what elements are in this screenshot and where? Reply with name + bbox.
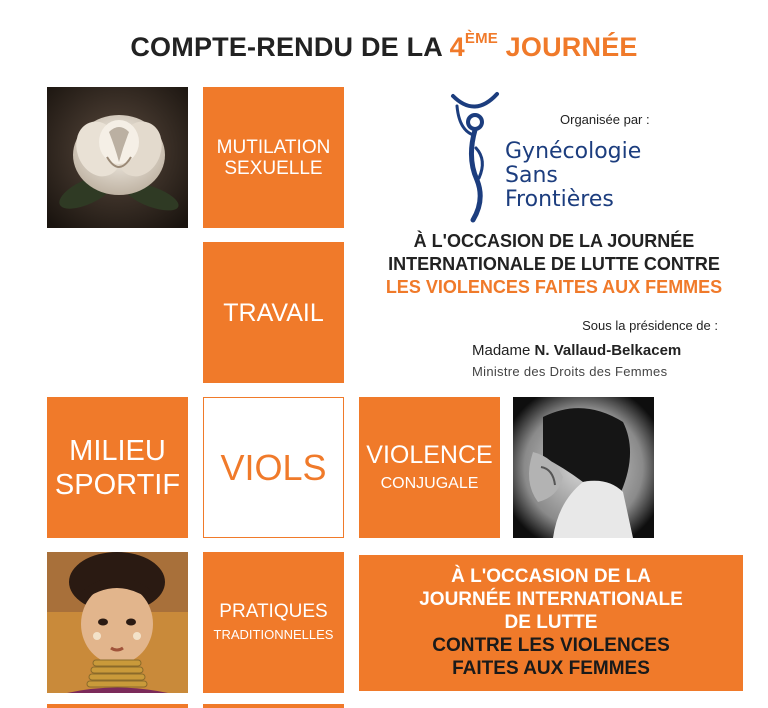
- presidence-label: Sous la présidence de :: [582, 318, 718, 333]
- tile-pratiques-line1: PRATIQUES: [219, 601, 328, 622]
- gsf-figure-icon: [445, 88, 505, 223]
- tile-mutilation-sexuelle: [203, 87, 344, 228]
- presidence-name: [472, 342, 681, 359]
- tile-milieu-line1: MILIEU: [69, 434, 166, 467]
- tile-travail-label: TRAVAIL: [223, 298, 324, 327]
- tile-milieu-sportif: [47, 397, 188, 538]
- organizer-name-line1: Gynécologie: [505, 139, 642, 164]
- occasion-text: [348, 230, 760, 299]
- tile-pratiques-traditionnelles: [203, 552, 344, 693]
- tile-travail: [203, 242, 344, 383]
- title-superscript: ÈME: [464, 30, 498, 47]
- girl-image-icon: [47, 552, 188, 693]
- woman-image-icon: [513, 397, 654, 538]
- banner-line1: À L'OCCASION DE LA: [451, 566, 651, 587]
- tile-viols: [203, 397, 344, 538]
- next-row-tile-edge: [203, 704, 344, 708]
- title-number: 4: [449, 32, 465, 62]
- banner-line3: DE LUTTE: [504, 612, 598, 633]
- page-title: [0, 30, 768, 63]
- gsf-logo: [445, 88, 505, 223]
- occasion-line2: INTERNATIONALE DE LUTTE CONTRE: [388, 254, 720, 274]
- tile-violence-conjugale: [359, 397, 500, 538]
- title-ordinal: [450, 32, 498, 62]
- organizer-name: [505, 140, 641, 212]
- occasion-line3: LES VIOLENCES FAITES AUX FEMMES: [385, 277, 723, 297]
- banner-line2: JOURNÉE INTERNATIONALE: [419, 589, 683, 610]
- presidence-fullname: N. Vallaud-Belkacem: [534, 342, 682, 359]
- tile-mutilation-line2: SEXUELLE: [224, 157, 323, 179]
- rose-image-icon: [47, 87, 188, 228]
- presidence-madame: Madame: [472, 342, 535, 359]
- girl-photo: [47, 552, 188, 693]
- title-prefix: COMPTE-RENDU DE LA: [130, 32, 450, 62]
- organizer-name-line3: Frontières: [505, 187, 614, 212]
- presidence-role: Ministre des Droits des Femmes: [472, 364, 668, 379]
- occasion-banner: [359, 555, 743, 691]
- woman-photo: [513, 397, 654, 538]
- tile-violence-line1: VIOLENCE: [366, 440, 493, 469]
- banner-line5: FAITES AUX FEMMES: [452, 658, 650, 679]
- tile-violence-line2: CONJUGALE: [380, 474, 479, 492]
- organizer-name-line2: Sans: [505, 163, 558, 188]
- next-row-tile-edge: [47, 704, 188, 708]
- banner-line4: CONTRE LES VIOLENCES: [432, 635, 670, 656]
- tile-viols-label: VIOLS: [220, 446, 327, 488]
- title-suffix: JOURNÉE: [497, 32, 638, 62]
- occasion-line1: À L'OCCASION DE LA JOURNÉE: [413, 231, 695, 251]
- tile-mutilation-line1: MUTILATION: [216, 136, 331, 158]
- organizer-label: Organisée par :: [560, 112, 650, 127]
- tile-milieu-line2: SPORTIF: [54, 468, 181, 501]
- tile-pratiques-line2: TRADITIONNELLES: [213, 627, 334, 642]
- rose-photo: [47, 87, 188, 228]
